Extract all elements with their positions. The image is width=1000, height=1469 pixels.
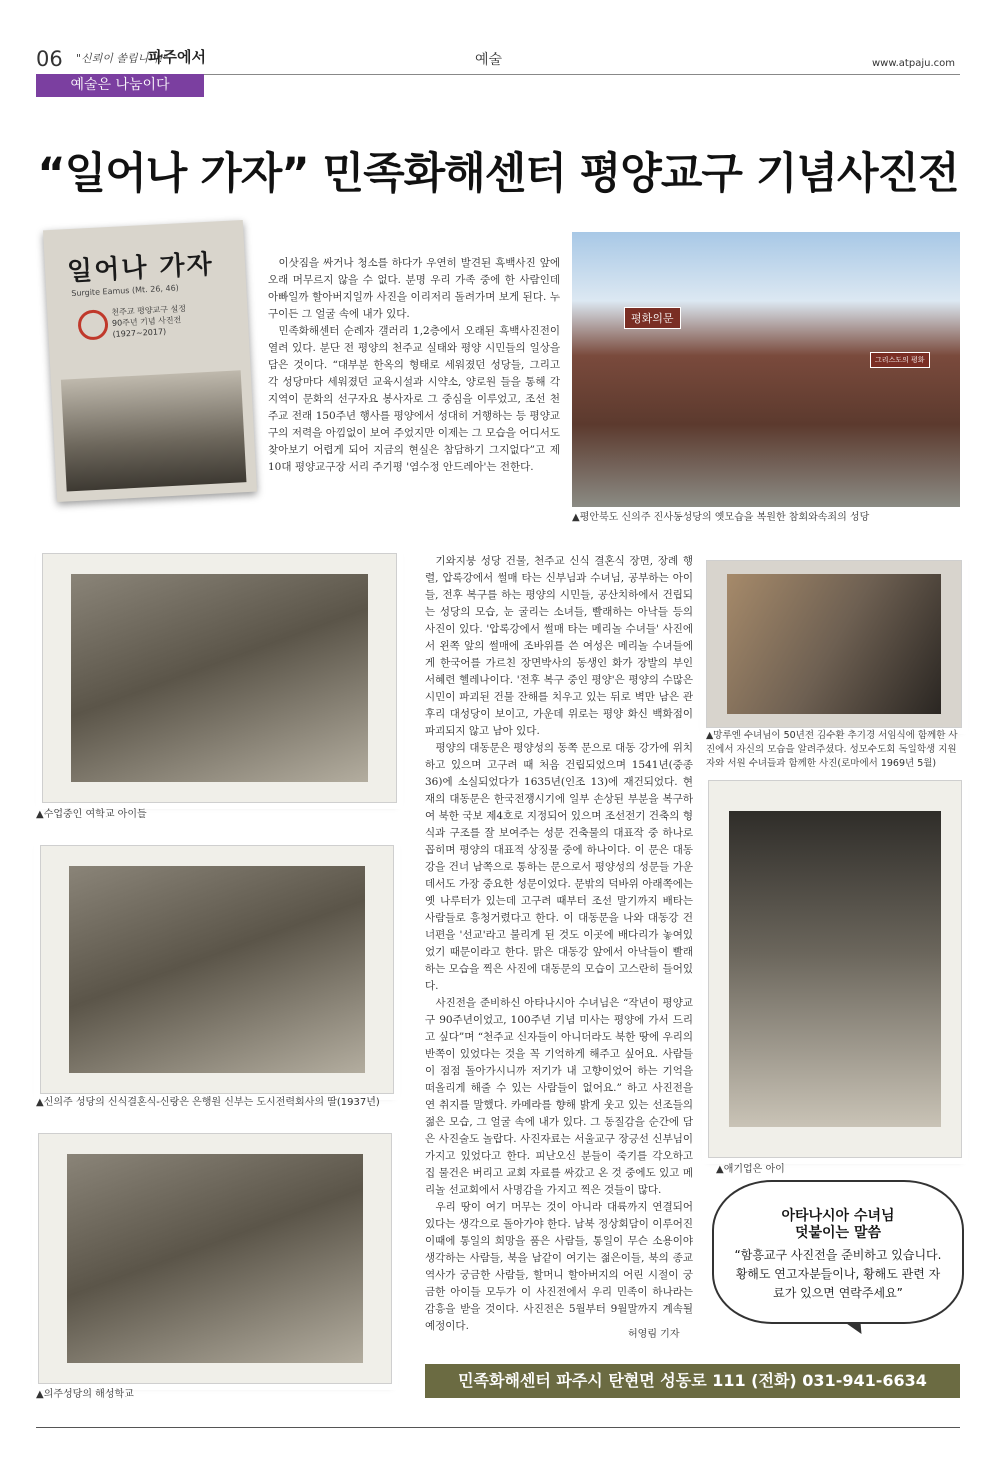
church-photo <box>572 232 960 507</box>
callout-title <box>714 1208 962 1242</box>
paragraph: 민족화해센터 순례자 갤러리 1,2층에서 오래된 흑백사진전이 열려 있다. 분단 전 평양의 천주교 실태와 평양 시민들의 일상을 담은 것이다. “대부분 한옥의 형태로 세워졌던 성당들, 그리고 각 성당마다 세워졌던 교육시설과 시약소, 양로원 들을 통해 각 지역이 문화의 선구자요 봉사자로 그 중심을 이루었고, 조선 천주교 전래 150주년 행사를 평양에서 성대히 거행하는 등 평양교구의 저력을 아낌없이 보여 주었지만 이제는 그 모습을 어디서도 찾아보기 어렵게 되어 지금의 현실은 참담하기 그지없다”고 제 10대 평양교구장 서리 주기평 '염수정 안드레아'는 전한다. <box>268 325 560 473</box>
website-link[interactable]: www.atpaju.com <box>872 58 955 69</box>
poster-photo <box>61 370 247 491</box>
poster-info <box>111 303 187 340</box>
diocese-logo-icon <box>77 309 109 341</box>
paragraph: 평양의 대동문은 평양성의 동쪽 문으로 대동 강가에 위치하고 있으며 고구려 때 처음 건립되었으며 1541년(중종 36)에 소실되었다가 1635년(인조 13)에 재건되었다. 현재의 대동문은 한국전쟁시기에 일부 손상된 부분을 복구하여 북한 국보 제4호로 지정되어 있으며 조선전기 건축의 형식과 구조를 잘 보여주는 성문 건축물의 대표작 중 하나로 꼽히며 평양의 대표적 상징물 중에 하나이다. 이 문은 대동강을 건너 남쪽으로 통하는 문으로서 평양성의 성문들 가운데서도 가장 중요한 성문이었다. 문밖의 덕바위 아래쪽에는 옛 나루터가 있는데 고구려 때부터 조선 말기까지 배타는 사람들로 흥청거렸다고 한다. 이 대동문을 나와 대동강 건너편을 '선교'라고 불리게 된 것도 이곳에 배다리가 놓여있었기 때문이라고 한다. 맑은 대동강 앞에서 아낙들이 빨래하는 모습을 찍은 사진에 대동문의 모습이 고스란히 들어있다. <box>425 742 693 992</box>
section-title: 예술 <box>475 52 503 68</box>
poster-line: (1927~2017) <box>112 327 167 339</box>
school-photo <box>38 1133 392 1384</box>
paragraph: 사진전을 준비하신 아타나시아 수녀님은 “작년이 평양교구 90주년이었고, 100주년 기념 미사는 평양에 가서 드리고 싶다”며 “천주교 신자들이 아니더라도 북한 땅에 우리의 반쪽이 있었다는 것을 꼭 기억하게 해주고 싶어요. 사람들이 점점 돌아가시니까 저기가 내 고향이었어 하는 기억을 떠올리게 해줄 수 있는 사람들이 없어요.” 하고 사진전을 연 취지를 말했다. 카메라를 향해 밝게 웃고 있는 선조들의 젊은 모습, 그 얼굴 속에 내가 있다. 그 동질감을 순간에 담은 사진술도 놀랍다. 사진자료는 서울교구 장긍선 신부님이 가지고 있었다고 한다. 피난오신 분들이 죽기를 각오하고 집 물건은 버리고 교회 자료를 싸갔고 온 것 중에도 있고 메리놀 선교회에서 사명감을 가지고 찍은 것들이 많다. <box>425 997 693 1196</box>
slogan: "신뢰이 쏠립니다!" <box>76 52 169 65</box>
church-sign-small: 그리스도의 평화 <box>870 352 930 368</box>
brand-logo: 파주에서 <box>148 48 206 66</box>
subsection-badge: 예술은 나눔이다 <box>36 74 204 97</box>
intro-text <box>268 255 560 476</box>
paragraph: 이삿짐을 싸거나 청소를 하다가 우연히 발견된 흑백사진 앞에 오래 머무르지 않을 수 없다. 분명 우리 가족 중에 한 사람인데 아빠일까 할아버지일까 사진을 이리저리 돌려가며 보게 된다. 누구이든 그 얼굴 속에 내가 있다. <box>268 257 560 320</box>
headline: “일어나 가자” 민족화해센터 평양교구 기념사진전 <box>37 149 959 199</box>
poster-title: 일어나 가자 <box>66 249 215 288</box>
wedding-caption: ▲신의주 성당의 신식결혼식-신랑은 은행원 신부는 도시전력회사의 딸(1937년) <box>36 1097 380 1108</box>
nun-caption: ▲망루엔 수녀님이 50년전 김수환 추기경 서임식에 함께한 사진에서 자신의 모습을 알려주셨다. 성모수도회 독일학생 지원자와 서원 수녀들과 함께한 사진(로마에서 1969년 5월) <box>706 730 958 769</box>
exhibition-poster-image <box>43 220 257 502</box>
paragraph: 기와지붕 성당 건물, 천주교 신식 결혼식 장면, 장례 행렬, 압록강에서 썰매 타는 신부님과 수녀님, 공부하는 아이들, 전후 복구를 하는 평양의 시민들, 공산치하에서 건립되는 성당의 모습, 눈 굴리는 소녀들, 빨래하는 아낙들 등의 사진이 있다. '압록강에서 썰매 타는 메리놀 수녀들' 사진에서 왼쪽 앞의 썰매에 조바위를 쓴 여성은 메리놀 수녀들에게 한국어를 가르친 장면박사의 동생인 화가 장발의 부인 서혜련 헬레나이다. '전후 복구 중인 평양'은 평양의 수많은 시민이 파괴된 건물 잔해를 치우고 있는 뒤로 벽만 남은 관후리 대성당이 보이고, 가운데 위로는 평양 화신 백화점이 파괴되지 않고 남아 있다. <box>425 555 693 737</box>
callout-title-line: 덧붙이는 말씀 <box>794 1225 882 1241</box>
church-caption: ▲평안북도 신의주 진사동성당의 옛모습을 복원한 참회와속죄의 성당 <box>572 512 870 523</box>
contact-footer: 민족화해센터 파주시 탄현면 성동로 111 (전화) 031-941-6634 <box>425 1364 960 1398</box>
quote-callout <box>712 1180 964 1324</box>
church-sign: 평화의문 <box>624 307 681 329</box>
page-number: 06 <box>36 47 63 71</box>
paragraph: 우리 땅이 여기 머무는 것이 아니라 대륙까지 연결되어 있다는 생각으로 돌아가야 한다. 남북 정상회담이 이루어진 이때에 통일의 희망을 품은 사람들, 통일이 무슨 소용이야 생각하는 사람들, 북을 남같이 여기는 젊은이들, 북의 종교 역사가 궁금한 사람들, 할머니 할아버지의 어린 시절이 궁금한 아이들 모두가 이 사진전에서 우리 민족이 하나라는 감흥을 받을 것이다. 사진전은 5월부터 9월말까지 계속될 예정이다. <box>425 1201 693 1332</box>
bottom-divider <box>36 1427 960 1428</box>
classroom-photo <box>42 553 397 803</box>
classroom-caption: ▲수업중인 여학교 아이들 <box>36 809 147 820</box>
school-caption: ▲의주성당의 해성학교 <box>36 1389 134 1400</box>
callout-text: “함흥교구 사진전을 준비하고 있습니다. 황해도 연고자분들이나, 황해도 관련 자료가 있으면 연락주세요” <box>734 1248 942 1300</box>
wedding-photo <box>40 845 394 1094</box>
girl-caption: ▲애기업은 아이 <box>716 1164 785 1175</box>
girl-photo <box>708 780 962 1158</box>
poster-subtitle: Surgite Eamus (Mt. 26, 46) <box>71 283 179 299</box>
poster-line: 천주교 평양교구 설정 <box>111 304 187 317</box>
callout-title-line: 아타나시아 수녀님 <box>781 1208 895 1224</box>
poster-line: 90주년 기념 사진전 <box>111 315 182 328</box>
byline: 허영림 기자 <box>628 1329 680 1340</box>
main-article-text <box>425 553 693 1335</box>
nun-photo <box>706 560 962 728</box>
